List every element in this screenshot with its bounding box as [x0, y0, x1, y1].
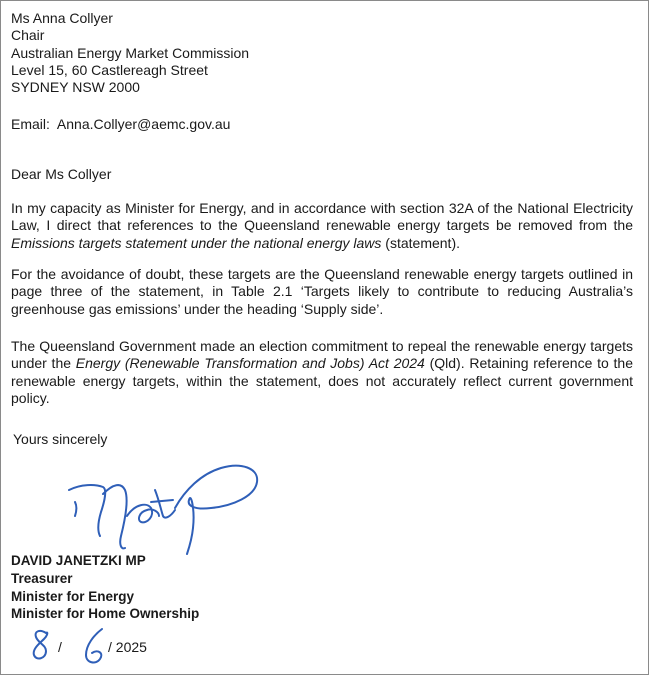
handwritten-month [80, 625, 108, 667]
paragraph-1 [11, 200, 633, 252]
recipient-name: Ms Anna Collyer [11, 10, 113, 26]
recipient-city: SYDNEY NSW 2000 [11, 79, 140, 96]
signature-stroke [175, 466, 257, 554]
paragraph-3-text-end: (Qld). Retaining reference to the renewable energy targets, within the statement, does not accurately reflect current government policy. [11, 355, 633, 406]
signatory-block [11, 552, 199, 623]
paragraph-3 [11, 338, 633, 407]
month-stroke [86, 629, 102, 662]
recipient-address [11, 10, 249, 96]
date-line [28, 625, 228, 670]
signature-stroke [75, 502, 77, 516]
paragraph-1-italic: Emissions targets statement under the national energy laws [11, 234, 382, 251]
handwritten-day [28, 627, 54, 663]
closing: Yours sincerely [13, 431, 108, 447]
signatory-role-treasurer: Treasurer [11, 570, 73, 586]
recipient-email-line [11, 116, 230, 132]
handwritten-signature [55, 450, 275, 560]
signature-stroke [151, 500, 173, 502]
recipient-title: Chair [11, 27, 45, 44]
salutation: Dear Ms Collyer [11, 166, 112, 182]
day-stroke [34, 631, 48, 659]
signature-stroke [103, 485, 127, 548]
paragraph-3-text: The Queensland Government made an election commitment to repeal the renewable energy targets under the [11, 338, 633, 372]
signatory-role-energy: Minister for Energy [11, 588, 135, 604]
recipient-street: Level 15, 60 Castlereagh Street [11, 61, 208, 78]
paragraph-1-text: In my capacity as Minister for Energy, and in accordance with section 32A of the National Electricity Law, I direct that references to the Queensland renewable energy targets be removed from the [11, 200, 633, 234]
date-separator: / [58, 639, 62, 655]
email-label: Email: [11, 116, 50, 132]
recipient-organisation: Australian Energy Market Commission [11, 44, 250, 61]
recipient-email: Anna.Collyer@aemc.gov.au [56, 116, 231, 132]
paragraph-1-text-end: (statement). [381, 234, 461, 251]
paragraph-3-italic: Energy (Renewable Transformation and Jobs) Act 2024 [75, 355, 425, 372]
date-year: / 2025 [108, 639, 147, 655]
signatory-role-home-ownership: Minister for Home Ownership [11, 606, 200, 622]
signatory-name: DAVID JANETZKI MP [11, 553, 146, 568]
signature-stroke [127, 505, 159, 523]
signature-stroke [69, 485, 105, 536]
paragraph-2: For the avoidance of doubt, these targets are the Queensland renewable energy targets outlined in page three of the statement, in Table 2.1 ‘Targets likely to contribute to reducing Australia’s greenhouse gas emissions’ under the heading ‘Supply side’. [11, 266, 633, 317]
